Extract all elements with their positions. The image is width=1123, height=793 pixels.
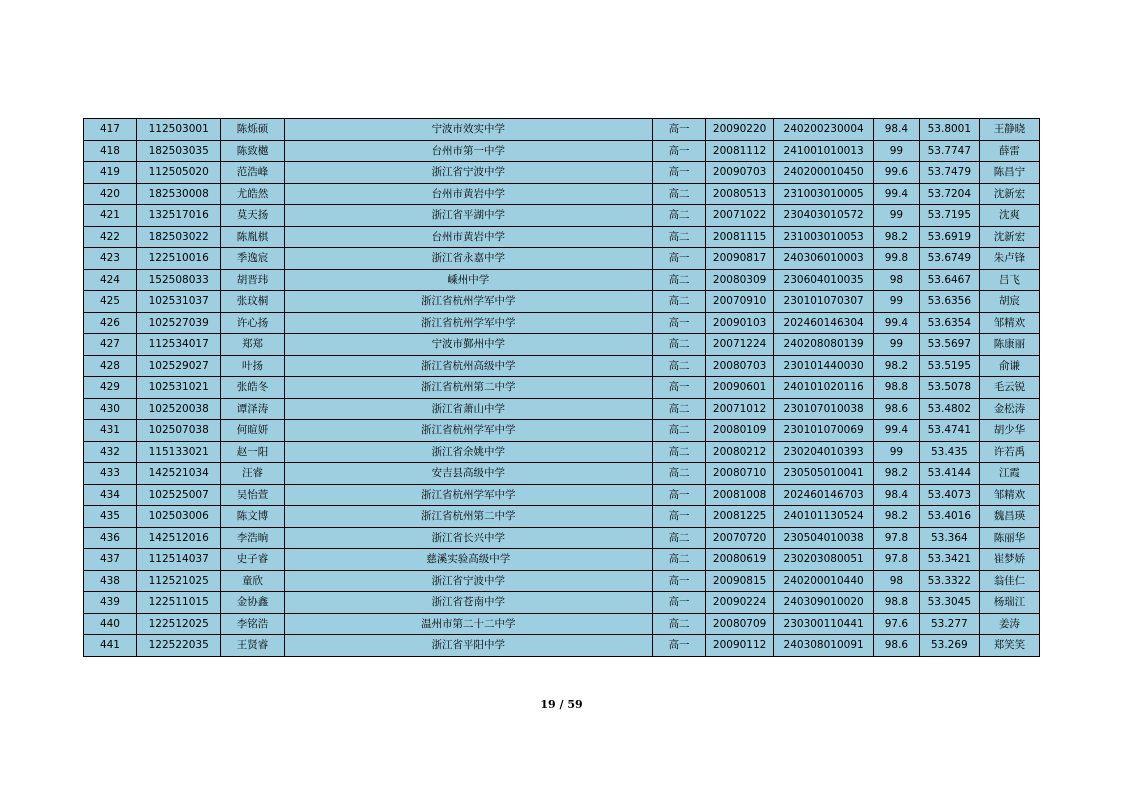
teacher-cell: 陈昌宁 [979, 162, 1039, 184]
rank-cell: 430 [84, 398, 137, 420]
score-cell: 99.4 [874, 183, 920, 205]
total-score-cell: 53.5697 [919, 334, 979, 356]
student-code-cell: 231003010005 [774, 183, 874, 205]
total-score-cell: 53.6919 [919, 226, 979, 248]
score-cell: 98.6 [874, 398, 920, 420]
school-cell: 浙江省余姚中学 [284, 441, 653, 463]
score-cell: 99 [874, 291, 920, 313]
birthdate-cell: 20080309 [706, 269, 774, 291]
school-cell: 台州市第一中学 [284, 140, 653, 162]
teacher-cell: 俞谦 [979, 355, 1039, 377]
id-cell: 122511015 [136, 592, 221, 614]
id-cell: 142521034 [136, 463, 221, 485]
student-code-cell: 230203080051 [774, 549, 874, 571]
school-cell: 台州市黄岩中学 [284, 226, 653, 248]
rank-cell: 425 [84, 291, 137, 313]
school-cell: 慈溪实验高级中学 [284, 549, 653, 571]
rank-cell: 437 [84, 549, 137, 571]
grade-cell: 高一 [653, 248, 706, 270]
name-cell: 李浩晌 [221, 527, 284, 549]
birthdate-cell: 20081008 [706, 484, 774, 506]
grade-cell: 高一 [653, 119, 706, 141]
total-score-cell: 53.364 [919, 527, 979, 549]
rank-cell: 432 [84, 441, 137, 463]
score-cell: 98.2 [874, 463, 920, 485]
rank-cell: 435 [84, 506, 137, 528]
birthdate-cell: 20090220 [706, 119, 774, 141]
school-cell: 浙江省永嘉中学 [284, 248, 653, 270]
school-cell: 浙江省杭州学军中学 [284, 484, 653, 506]
birthdate-cell: 20090112 [706, 635, 774, 657]
table-row [84, 334, 1040, 356]
total-score-cell: 53.5195 [919, 355, 979, 377]
student-code-cell: 230101440030 [774, 355, 874, 377]
table-row [84, 420, 1040, 442]
school-cell: 宁波市效实中学 [284, 119, 653, 141]
table-row [84, 463, 1040, 485]
birthdate-cell: 20080212 [706, 441, 774, 463]
table-row [84, 570, 1040, 592]
grade-cell: 高二 [653, 549, 706, 571]
grade-cell: 高二 [653, 226, 706, 248]
id-cell: 102520038 [136, 398, 221, 420]
birthdate-cell: 20080619 [706, 549, 774, 571]
id-cell: 152508033 [136, 269, 221, 291]
teacher-cell: 吕飞 [979, 269, 1039, 291]
score-cell: 98.8 [874, 377, 920, 399]
table-row [84, 441, 1040, 463]
rank-cell: 426 [84, 312, 137, 334]
teacher-cell: 邹精欢 [979, 484, 1039, 506]
teacher-cell: 崔梦娇 [979, 549, 1039, 571]
table-row [84, 140, 1040, 162]
school-cell: 浙江省长兴中学 [284, 527, 653, 549]
school-cell: 浙江省宁波中学 [284, 162, 653, 184]
grade-cell: 高二 [653, 334, 706, 356]
total-score-cell: 53.7747 [919, 140, 979, 162]
rank-cell: 436 [84, 527, 137, 549]
id-cell: 102525007 [136, 484, 221, 506]
name-cell: 陈致樾 [221, 140, 284, 162]
grade-cell: 高二 [653, 441, 706, 463]
grade-cell: 高二 [653, 291, 706, 313]
total-score-cell: 53.6749 [919, 248, 979, 270]
score-cell: 99 [874, 140, 920, 162]
results-table-container [83, 118, 1040, 657]
table-row [84, 527, 1040, 549]
rank-cell: 419 [84, 162, 137, 184]
id-cell: 182503035 [136, 140, 221, 162]
name-cell: 胡晋玮 [221, 269, 284, 291]
id-cell: 182503022 [136, 226, 221, 248]
teacher-cell: 姜涛 [979, 613, 1039, 635]
rank-cell: 422 [84, 226, 137, 248]
total-score-cell: 53.6356 [919, 291, 979, 313]
student-code-cell: 230204010393 [774, 441, 874, 463]
id-cell: 102503006 [136, 506, 221, 528]
score-cell: 98 [874, 269, 920, 291]
birthdate-cell: 20081115 [706, 226, 774, 248]
rank-cell: 434 [84, 484, 137, 506]
id-cell: 122512025 [136, 613, 221, 635]
teacher-cell: 许若禹 [979, 441, 1039, 463]
total-score-cell: 53.6354 [919, 312, 979, 334]
student-code-cell: 230403010572 [774, 205, 874, 227]
birthdate-cell: 20070910 [706, 291, 774, 313]
table-row [84, 635, 1040, 657]
teacher-cell: 沈爽 [979, 205, 1039, 227]
birthdate-cell: 20081225 [706, 506, 774, 528]
student-code-cell: 240208080139 [774, 334, 874, 356]
table-row [84, 355, 1040, 377]
table-row [84, 248, 1040, 270]
table-row [84, 312, 1040, 334]
name-cell: 季逸宸 [221, 248, 284, 270]
score-cell: 98 [874, 570, 920, 592]
teacher-cell: 胡少华 [979, 420, 1039, 442]
rank-cell: 420 [84, 183, 137, 205]
name-cell: 吴怡萱 [221, 484, 284, 506]
school-cell: 温州市第二十二中学 [284, 613, 653, 635]
student-code-cell: 240306010003 [774, 248, 874, 270]
teacher-cell: 陈丽华 [979, 527, 1039, 549]
teacher-cell: 陈康丽 [979, 334, 1039, 356]
total-score-cell: 53.7195 [919, 205, 979, 227]
teacher-cell: 王静晓 [979, 119, 1039, 141]
teacher-cell: 翁佳仁 [979, 570, 1039, 592]
name-cell: 尤皓然 [221, 183, 284, 205]
id-cell: 112534017 [136, 334, 221, 356]
score-cell: 98.2 [874, 355, 920, 377]
name-cell: 王贤睿 [221, 635, 284, 657]
id-cell: 102529027 [136, 355, 221, 377]
birthdate-cell: 20070720 [706, 527, 774, 549]
teacher-cell: 杨瑞江 [979, 592, 1039, 614]
name-cell: 陈文博 [221, 506, 284, 528]
birthdate-cell: 20071224 [706, 334, 774, 356]
grade-cell: 高一 [653, 377, 706, 399]
table-row [84, 183, 1040, 205]
score-cell: 99.4 [874, 420, 920, 442]
birthdate-cell: 20090703 [706, 162, 774, 184]
student-code-cell: 231003010053 [774, 226, 874, 248]
student-code-cell: 240309010020 [774, 592, 874, 614]
birthdate-cell: 20071012 [706, 398, 774, 420]
student-code-cell: 240200010440 [774, 570, 874, 592]
score-cell: 97.8 [874, 549, 920, 571]
grade-cell: 高一 [653, 312, 706, 334]
student-code-cell: 230504010038 [774, 527, 874, 549]
teacher-cell: 江霞 [979, 463, 1039, 485]
table-row [84, 613, 1040, 635]
school-cell: 浙江省杭州高级中学 [284, 355, 653, 377]
total-score-cell: 53.435 [919, 441, 979, 463]
school-cell: 安吉县高级中学 [284, 463, 653, 485]
grade-cell: 高一 [653, 635, 706, 657]
total-score-cell: 53.269 [919, 635, 979, 657]
school-cell: 浙江省杭州第二中学 [284, 506, 653, 528]
id-cell: 122510016 [136, 248, 221, 270]
rank-cell: 417 [84, 119, 137, 141]
rank-cell: 439 [84, 592, 137, 614]
table-row [84, 226, 1040, 248]
school-cell: 浙江省杭州学军中学 [284, 420, 653, 442]
table-row [84, 291, 1040, 313]
score-cell: 98.2 [874, 506, 920, 528]
teacher-cell: 朱卢锋 [979, 248, 1039, 270]
score-cell: 99.6 [874, 162, 920, 184]
teacher-cell: 魏昌瑛 [979, 506, 1039, 528]
grade-cell: 高二 [653, 420, 706, 442]
student-code-cell: 240308010091 [774, 635, 874, 657]
table-row [84, 162, 1040, 184]
school-cell: 浙江省杭州学军中学 [284, 312, 653, 334]
teacher-cell: 沈新宏 [979, 226, 1039, 248]
name-cell: 陈胤棋 [221, 226, 284, 248]
grade-cell: 高二 [653, 183, 706, 205]
score-cell: 98.6 [874, 635, 920, 657]
grade-cell: 高一 [653, 570, 706, 592]
student-code-cell: 230101070069 [774, 420, 874, 442]
score-cell: 99 [874, 334, 920, 356]
total-score-cell: 53.4016 [919, 506, 979, 528]
rank-cell: 429 [84, 377, 137, 399]
teacher-cell: 金松涛 [979, 398, 1039, 420]
name-cell: 莫天扬 [221, 205, 284, 227]
rank-cell: 423 [84, 248, 137, 270]
rank-cell: 431 [84, 420, 137, 442]
id-cell: 102531021 [136, 377, 221, 399]
name-cell: 叶扬 [221, 355, 284, 377]
rank-cell: 424 [84, 269, 137, 291]
birthdate-cell: 20080703 [706, 355, 774, 377]
student-code-cell: 230604010035 [774, 269, 874, 291]
grade-cell: 高二 [653, 269, 706, 291]
total-score-cell: 53.8001 [919, 119, 979, 141]
score-cell: 99.4 [874, 312, 920, 334]
student-code-cell: 230505010041 [774, 463, 874, 485]
total-score-cell: 53.7479 [919, 162, 979, 184]
rank-cell: 441 [84, 635, 137, 657]
grade-cell: 高一 [653, 140, 706, 162]
id-cell: 112521025 [136, 570, 221, 592]
total-score-cell: 53.277 [919, 613, 979, 635]
score-cell: 98.8 [874, 592, 920, 614]
school-cell: 浙江省平阳中学 [284, 635, 653, 657]
score-cell: 99 [874, 441, 920, 463]
table-body [84, 119, 1040, 657]
student-code-cell: 240200010450 [774, 162, 874, 184]
id-cell: 112503001 [136, 119, 221, 141]
birthdate-cell: 20090601 [706, 377, 774, 399]
birthdate-cell: 20090224 [706, 592, 774, 614]
birthdate-cell: 20090815 [706, 570, 774, 592]
student-code-cell: 202460146304 [774, 312, 874, 334]
student-code-cell: 230300110441 [774, 613, 874, 635]
rank-cell: 421 [84, 205, 137, 227]
table-row [84, 119, 1040, 141]
name-cell: 郑郑 [221, 334, 284, 356]
birthdate-cell: 20080109 [706, 420, 774, 442]
total-score-cell: 53.7204 [919, 183, 979, 205]
total-score-cell: 53.4802 [919, 398, 979, 420]
score-cell: 99 [874, 205, 920, 227]
school-cell: 浙江省平湖中学 [284, 205, 653, 227]
table-row [84, 205, 1040, 227]
rank-cell: 438 [84, 570, 137, 592]
id-cell: 182530008 [136, 183, 221, 205]
school-cell: 浙江省苍南中学 [284, 592, 653, 614]
grade-cell: 高二 [653, 527, 706, 549]
student-code-cell: 202460146703 [774, 484, 874, 506]
name-cell: 许心扬 [221, 312, 284, 334]
name-cell: 谭泽涛 [221, 398, 284, 420]
rank-cell: 433 [84, 463, 137, 485]
name-cell: 汪睿 [221, 463, 284, 485]
table-row [84, 506, 1040, 528]
birthdate-cell: 20071022 [706, 205, 774, 227]
name-cell: 金协鑫 [221, 592, 284, 614]
school-cell: 浙江省杭州学军中学 [284, 291, 653, 313]
birthdate-cell: 20080513 [706, 183, 774, 205]
teacher-cell: 胡宸 [979, 291, 1039, 313]
teacher-cell: 薛雷 [979, 140, 1039, 162]
id-cell: 132517016 [136, 205, 221, 227]
page-number: 19 / 59 [540, 698, 583, 711]
grade-cell: 高二 [653, 205, 706, 227]
grade-cell: 高二 [653, 398, 706, 420]
name-cell: 史子睿 [221, 549, 284, 571]
total-score-cell: 53.5078 [919, 377, 979, 399]
teacher-cell: 毛云锐 [979, 377, 1039, 399]
score-cell: 98.2 [874, 226, 920, 248]
table-row [84, 269, 1040, 291]
name-cell: 张皓冬 [221, 377, 284, 399]
grade-cell: 高二 [653, 355, 706, 377]
school-cell: 宁波市鄞州中学 [284, 334, 653, 356]
grade-cell: 高二 [653, 463, 706, 485]
total-score-cell: 53.4144 [919, 463, 979, 485]
score-cell: 98.4 [874, 119, 920, 141]
grade-cell: 高二 [653, 613, 706, 635]
birthdate-cell: 20081112 [706, 140, 774, 162]
name-cell: 童欣 [221, 570, 284, 592]
student-code-cell: 240101020116 [774, 377, 874, 399]
student-code-cell: 240200230004 [774, 119, 874, 141]
total-score-cell: 53.3045 [919, 592, 979, 614]
teacher-cell: 郑笑笑 [979, 635, 1039, 657]
name-cell: 张玟桐 [221, 291, 284, 313]
table-row [84, 398, 1040, 420]
table-row [84, 484, 1040, 506]
birthdate-cell: 20090103 [706, 312, 774, 334]
name-cell: 陈烁硕 [221, 119, 284, 141]
rank-cell: 418 [84, 140, 137, 162]
birthdate-cell: 20090817 [706, 248, 774, 270]
name-cell: 何暄妍 [221, 420, 284, 442]
school-cell: 嵊州中学 [284, 269, 653, 291]
total-score-cell: 53.4073 [919, 484, 979, 506]
id-cell: 112514037 [136, 549, 221, 571]
student-code-cell: 241001010013 [774, 140, 874, 162]
table-row [84, 592, 1040, 614]
id-cell: 102507038 [136, 420, 221, 442]
name-cell: 李铭浩 [221, 613, 284, 635]
school-cell: 浙江省萧山中学 [284, 398, 653, 420]
table-row [84, 549, 1040, 571]
grade-cell: 高一 [653, 484, 706, 506]
grade-cell: 高一 [653, 162, 706, 184]
id-cell: 142512016 [136, 527, 221, 549]
score-cell: 97.8 [874, 527, 920, 549]
id-cell: 102527039 [136, 312, 221, 334]
rank-cell: 440 [84, 613, 137, 635]
teacher-cell: 沈新宏 [979, 183, 1039, 205]
rank-cell: 427 [84, 334, 137, 356]
table-row [84, 377, 1040, 399]
score-cell: 97.6 [874, 613, 920, 635]
name-cell: 范浩峰 [221, 162, 284, 184]
school-cell: 浙江省宁波中学 [284, 570, 653, 592]
teacher-cell: 邹精欢 [979, 312, 1039, 334]
rank-cell: 428 [84, 355, 137, 377]
id-cell: 112505020 [136, 162, 221, 184]
school-cell: 台州市黄岩中学 [284, 183, 653, 205]
student-code-cell: 240101130524 [774, 506, 874, 528]
name-cell: 赵一阳 [221, 441, 284, 463]
total-score-cell: 53.3322 [919, 570, 979, 592]
student-code-cell: 230107010038 [774, 398, 874, 420]
total-score-cell: 53.6467 [919, 269, 979, 291]
total-score-cell: 53.3421 [919, 549, 979, 571]
id-cell: 115133021 [136, 441, 221, 463]
id-cell: 102531037 [136, 291, 221, 313]
birthdate-cell: 20080709 [706, 613, 774, 635]
score-cell: 99.8 [874, 248, 920, 270]
school-cell: 浙江省杭州第二中学 [284, 377, 653, 399]
student-code-cell: 230101070307 [774, 291, 874, 313]
total-score-cell: 53.4741 [919, 420, 979, 442]
grade-cell: 高一 [653, 506, 706, 528]
results-table [83, 118, 1040, 657]
birthdate-cell: 20080710 [706, 463, 774, 485]
id-cell: 122522035 [136, 635, 221, 657]
grade-cell: 高一 [653, 592, 706, 614]
score-cell: 98.4 [874, 484, 920, 506]
